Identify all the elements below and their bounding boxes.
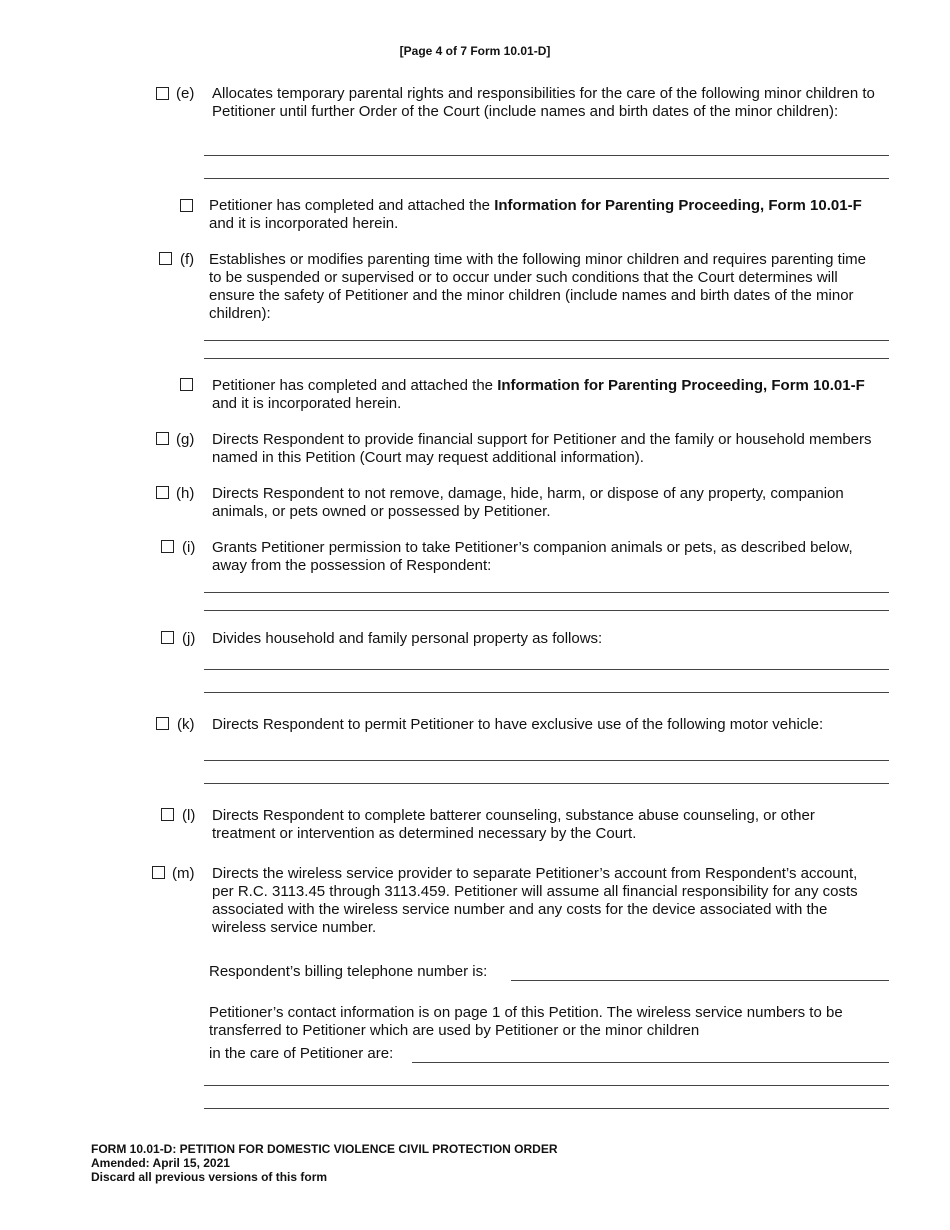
item-i-text: Grants Petitioner permission to take Petitioner’s companion animals or pets, as described below, away from the possession of Respondent: <box>212 539 853 574</box>
footer-discard-note: Discard all previous versions of this form <box>91 1170 328 1184</box>
item-i-line-2[interactable] <box>204 610 889 611</box>
checkbox-e-parenting[interactable] <box>180 199 193 212</box>
billing-phone-label: Respondent’s billing telephone number is: <box>209 963 488 980</box>
footer-amended: Amended: April 15, 2021 <box>91 1156 230 1170</box>
item-k-line-1[interactable] <box>204 760 889 761</box>
wireless-numbers-line-2[interactable] <box>204 1085 889 1086</box>
item-l-label: (l) <box>182 807 196 824</box>
footer-form-title: FORM 10.01-D: PETITION FOR DOMESTIC VIOLENCE CIVIL PROTECTION ORDER <box>91 1142 558 1156</box>
checkbox-l[interactable] <box>161 808 174 821</box>
item-e-line-2[interactable] <box>204 178 889 179</box>
checkbox-f-parenting[interactable] <box>180 378 193 391</box>
item-j-text: Divides household and family personal property as follows: <box>212 630 603 647</box>
item-f-label: (f) <box>180 251 195 268</box>
item-k-line-2[interactable] <box>204 783 889 784</box>
checkbox-f[interactable] <box>159 252 172 265</box>
item-e-line-1[interactable] <box>204 155 889 156</box>
item-e-text: Allocates temporary parental rights and responsibilities for the care of the following minor children to Petitioner until further Order of the Court (include names and birth dates of the minor children): <box>212 85 875 120</box>
item-e-parenting-text: Petitioner has completed and attached the Information for Parenting Proceeding, Form 10.01-F and it is incorporated herein. <box>209 197 862 232</box>
checkbox-i[interactable] <box>161 540 174 553</box>
item-h-label: (h) <box>176 485 195 502</box>
checkbox-g[interactable] <box>156 432 169 445</box>
checkbox-e[interactable] <box>156 87 169 100</box>
form-footer <box>91 1142 557 1184</box>
item-m-text: Directs the wireless service provider to separate Petitioner’s account from Respondent’s account, per R.C. 3113.45 through 3113.459. Petitioner will assume all financial responsibility for any costs associated with the wireless service number and any costs for the device associated with the wireless service number. <box>212 865 858 936</box>
page-header: [Page 4 of 7 Form 10.01-D] <box>399 44 551 58</box>
contact-info-text: Petitioner’s contact information is on page 1 of this Petition. The wireless service numbers to be transferred to Petitioner which are used by Petitioner or the minor children <box>209 1004 843 1039</box>
item-f-parenting-text: Petitioner has completed and attached the Information for Parenting Proceeding, Form 10.01-F and it is incorporated herein. <box>212 377 865 412</box>
item-f-line-2[interactable] <box>204 358 889 359</box>
checkbox-h[interactable] <box>156 486 169 499</box>
item-k-text: Directs Respondent to permit Petitioner to have exclusive use of the following motor vehicle: <box>212 716 824 733</box>
item-i-line-1[interactable] <box>204 592 889 593</box>
item-h-text: Directs Respondent to not remove, damage, hide, harm, or dispose of any property, companion animals, or pets owned or possessed by Petitioner. <box>212 485 844 520</box>
checkbox-m[interactable] <box>152 866 165 879</box>
item-j-label: (j) <box>182 630 196 647</box>
item-e-label: (e) <box>176 85 195 102</box>
item-j-line-2[interactable] <box>204 692 889 693</box>
care-label: in the care of Petitioner are: <box>209 1045 394 1062</box>
item-m-label: (m) <box>172 865 195 882</box>
wireless-numbers-line-3[interactable] <box>204 1108 889 1109</box>
item-g-label: (g) <box>176 431 195 448</box>
checkbox-j[interactable] <box>161 631 174 644</box>
item-l-text: Directs Respondent to complete batterer counseling, substance abuse counseling, or other treatment or intervention as determined necessary by the Court. <box>212 807 815 842</box>
item-f-text: Establishes or modifies parenting time with the following minor children and requires parenting time to be suspended or supervised or to occur under such conditions that the Court determines will ensure the safety of Petitioner and the minor children (include names and birth dates of the minor children): <box>209 251 866 322</box>
item-j-line-1[interactable] <box>204 669 889 670</box>
item-i-label: (i) <box>182 539 196 556</box>
wireless-numbers-field[interactable] <box>412 1062 889 1063</box>
item-f-line-1[interactable] <box>204 340 889 341</box>
billing-phone-field[interactable] <box>511 980 889 981</box>
item-k-label: (k) <box>177 716 195 733</box>
item-g-text: Directs Respondent to provide financial support for Petitioner and the family or household members named in this Petition (Court may request additional information). <box>212 431 872 466</box>
checkbox-k[interactable] <box>156 717 169 730</box>
